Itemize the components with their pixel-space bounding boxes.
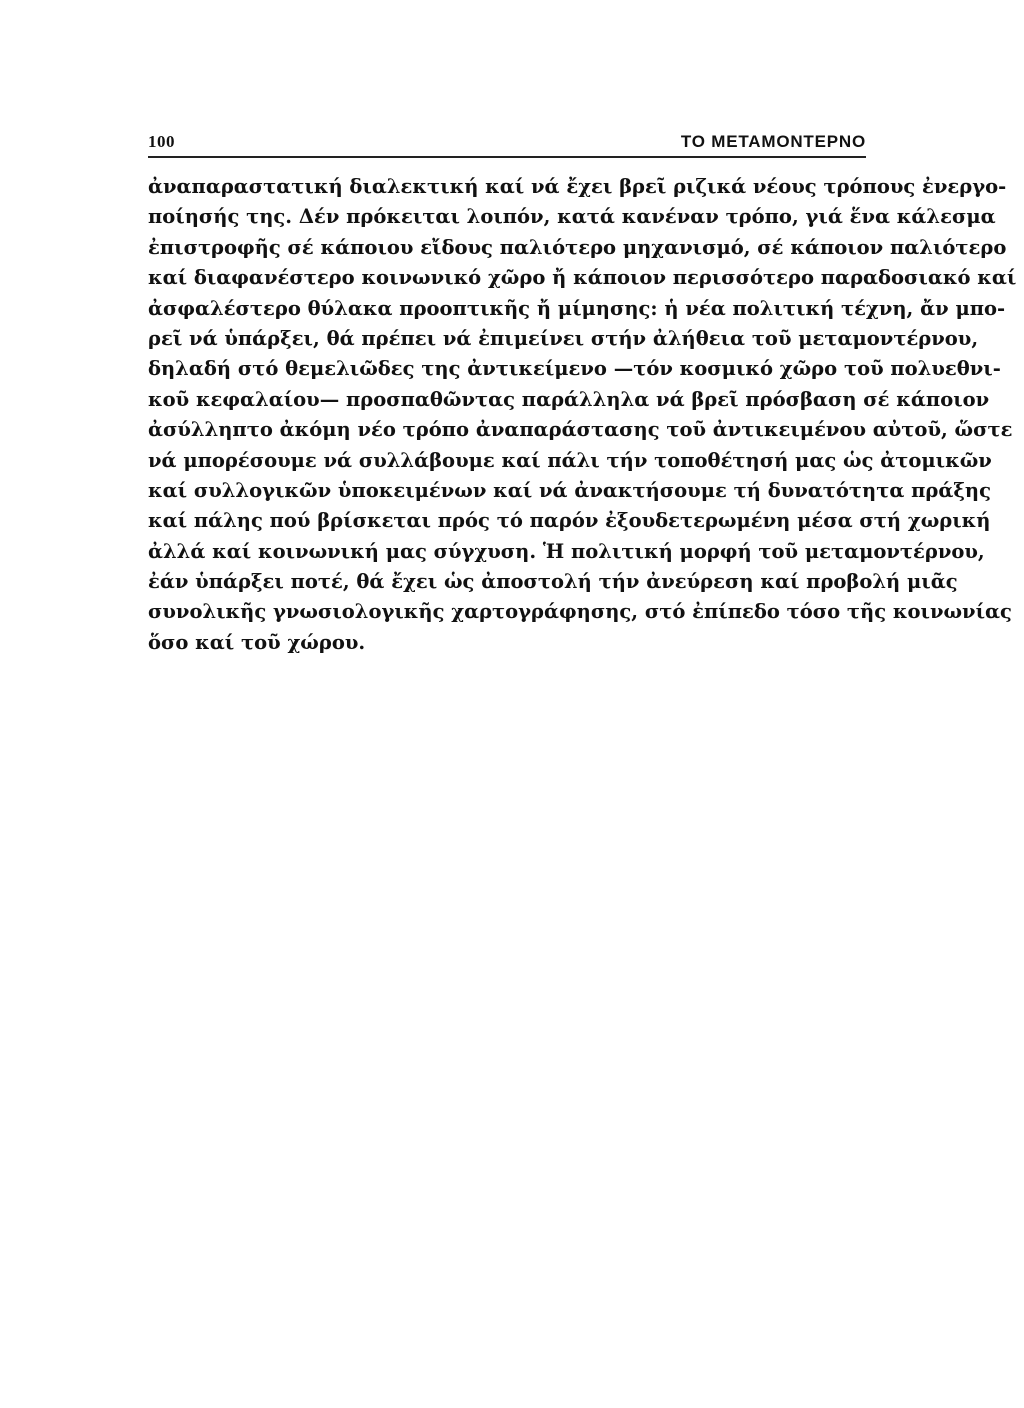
- text-line: ρεῖ νά ὑπάρξει, θά πρέπει νά ἐπιμείνει στήν ἀλήθεια τοῦ μεταμοντέρνου,: [148, 326, 979, 350]
- text-line: ἀσύλληπτο ἀκόμη νέο τρόπο ἀναπαράστασης τοῦ ἀντικειμένου αὐτοῦ, ὥστε: [148, 418, 1013, 442]
- text-line: δηλαδή στό θεμελιῶδες της ἀντικείμενο —τόν κοσμικό χῶρο τοῦ πολυεθνι-: [148, 357, 1001, 381]
- running-title: ΤΟ ΜΕΤΑΜΟΝΤΕΡΝΟ: [680, 132, 866, 151]
- page-number: 100: [148, 132, 175, 151]
- text-line: νά μπορέσουμε νά συλλάβουμε καί πάλι τήν τοποθέτησή μας ὡς ἀτομικῶν: [148, 448, 992, 472]
- text-line: καί πάλης πού βρίσκεται πρός τό παρόν ἐξουδετερωμένη μέσα στή χωρική: [148, 509, 991, 533]
- text-line: κοῦ κεφαλαίου— προσπαθῶντας παράλληλα νά βρεῖ πρόσβαση σέ κάποιον: [148, 387, 990, 411]
- body-paragraph: [148, 172, 1017, 658]
- text-line: συνολικῆς γνωσιολογικῆς χαρτογράφησης, στό ἐπίπεδο τόσο τῆς κοινωνίας: [148, 600, 1012, 624]
- text-line: ἀσφαλέστερο θύλακα προοπτικῆς ἤ μίμησης: ἡ νέα πολιτική τέχνη, ἄν μπο-: [148, 296, 1006, 320]
- text-line: καί διαφανέστερο κοινωνικό χῶρο ἤ κάποιον περισσότερο παραδοσιακό καί: [148, 266, 1017, 290]
- text-line: ἐάν ὑπάρξει ποτέ, θά ἔχει ὡς ἀποστολή τήν ἀνεύρεση καί προβολή μιᾶς: [148, 570, 958, 594]
- text-line: ἐπιστροφῆς σέ κάποιου εἴδους παλιότερο μηχανισμό, σέ κάποιον παλιότερο: [148, 235, 1007, 259]
- text-line: ποίησής της. Δέν πρόκειται λοιπόν, κατά κανέναν τρόπο, γιά ἕνα κάλεσμα: [148, 205, 996, 229]
- text-line-last: ὅσο καί τοῦ χώρου.: [148, 630, 366, 654]
- text-line: ἀναπαραστατική διαλεκτική καί νά ἔχει βρεῖ ριζικά νέους τρόπους ἐνεργο-: [148, 175, 1007, 198]
- text-line: καί συλλογικῶν ὑποκειμένων καί νά ἀνακτήσουμε τή δυνατότητα πράξης: [148, 478, 991, 502]
- text-line: ἀλλά καί κοινωνική μας σύγχυση. Ἡ πολιτική μορφή τοῦ μεταμοντέρνου,: [148, 539, 985, 563]
- running-header: [148, 132, 866, 158]
